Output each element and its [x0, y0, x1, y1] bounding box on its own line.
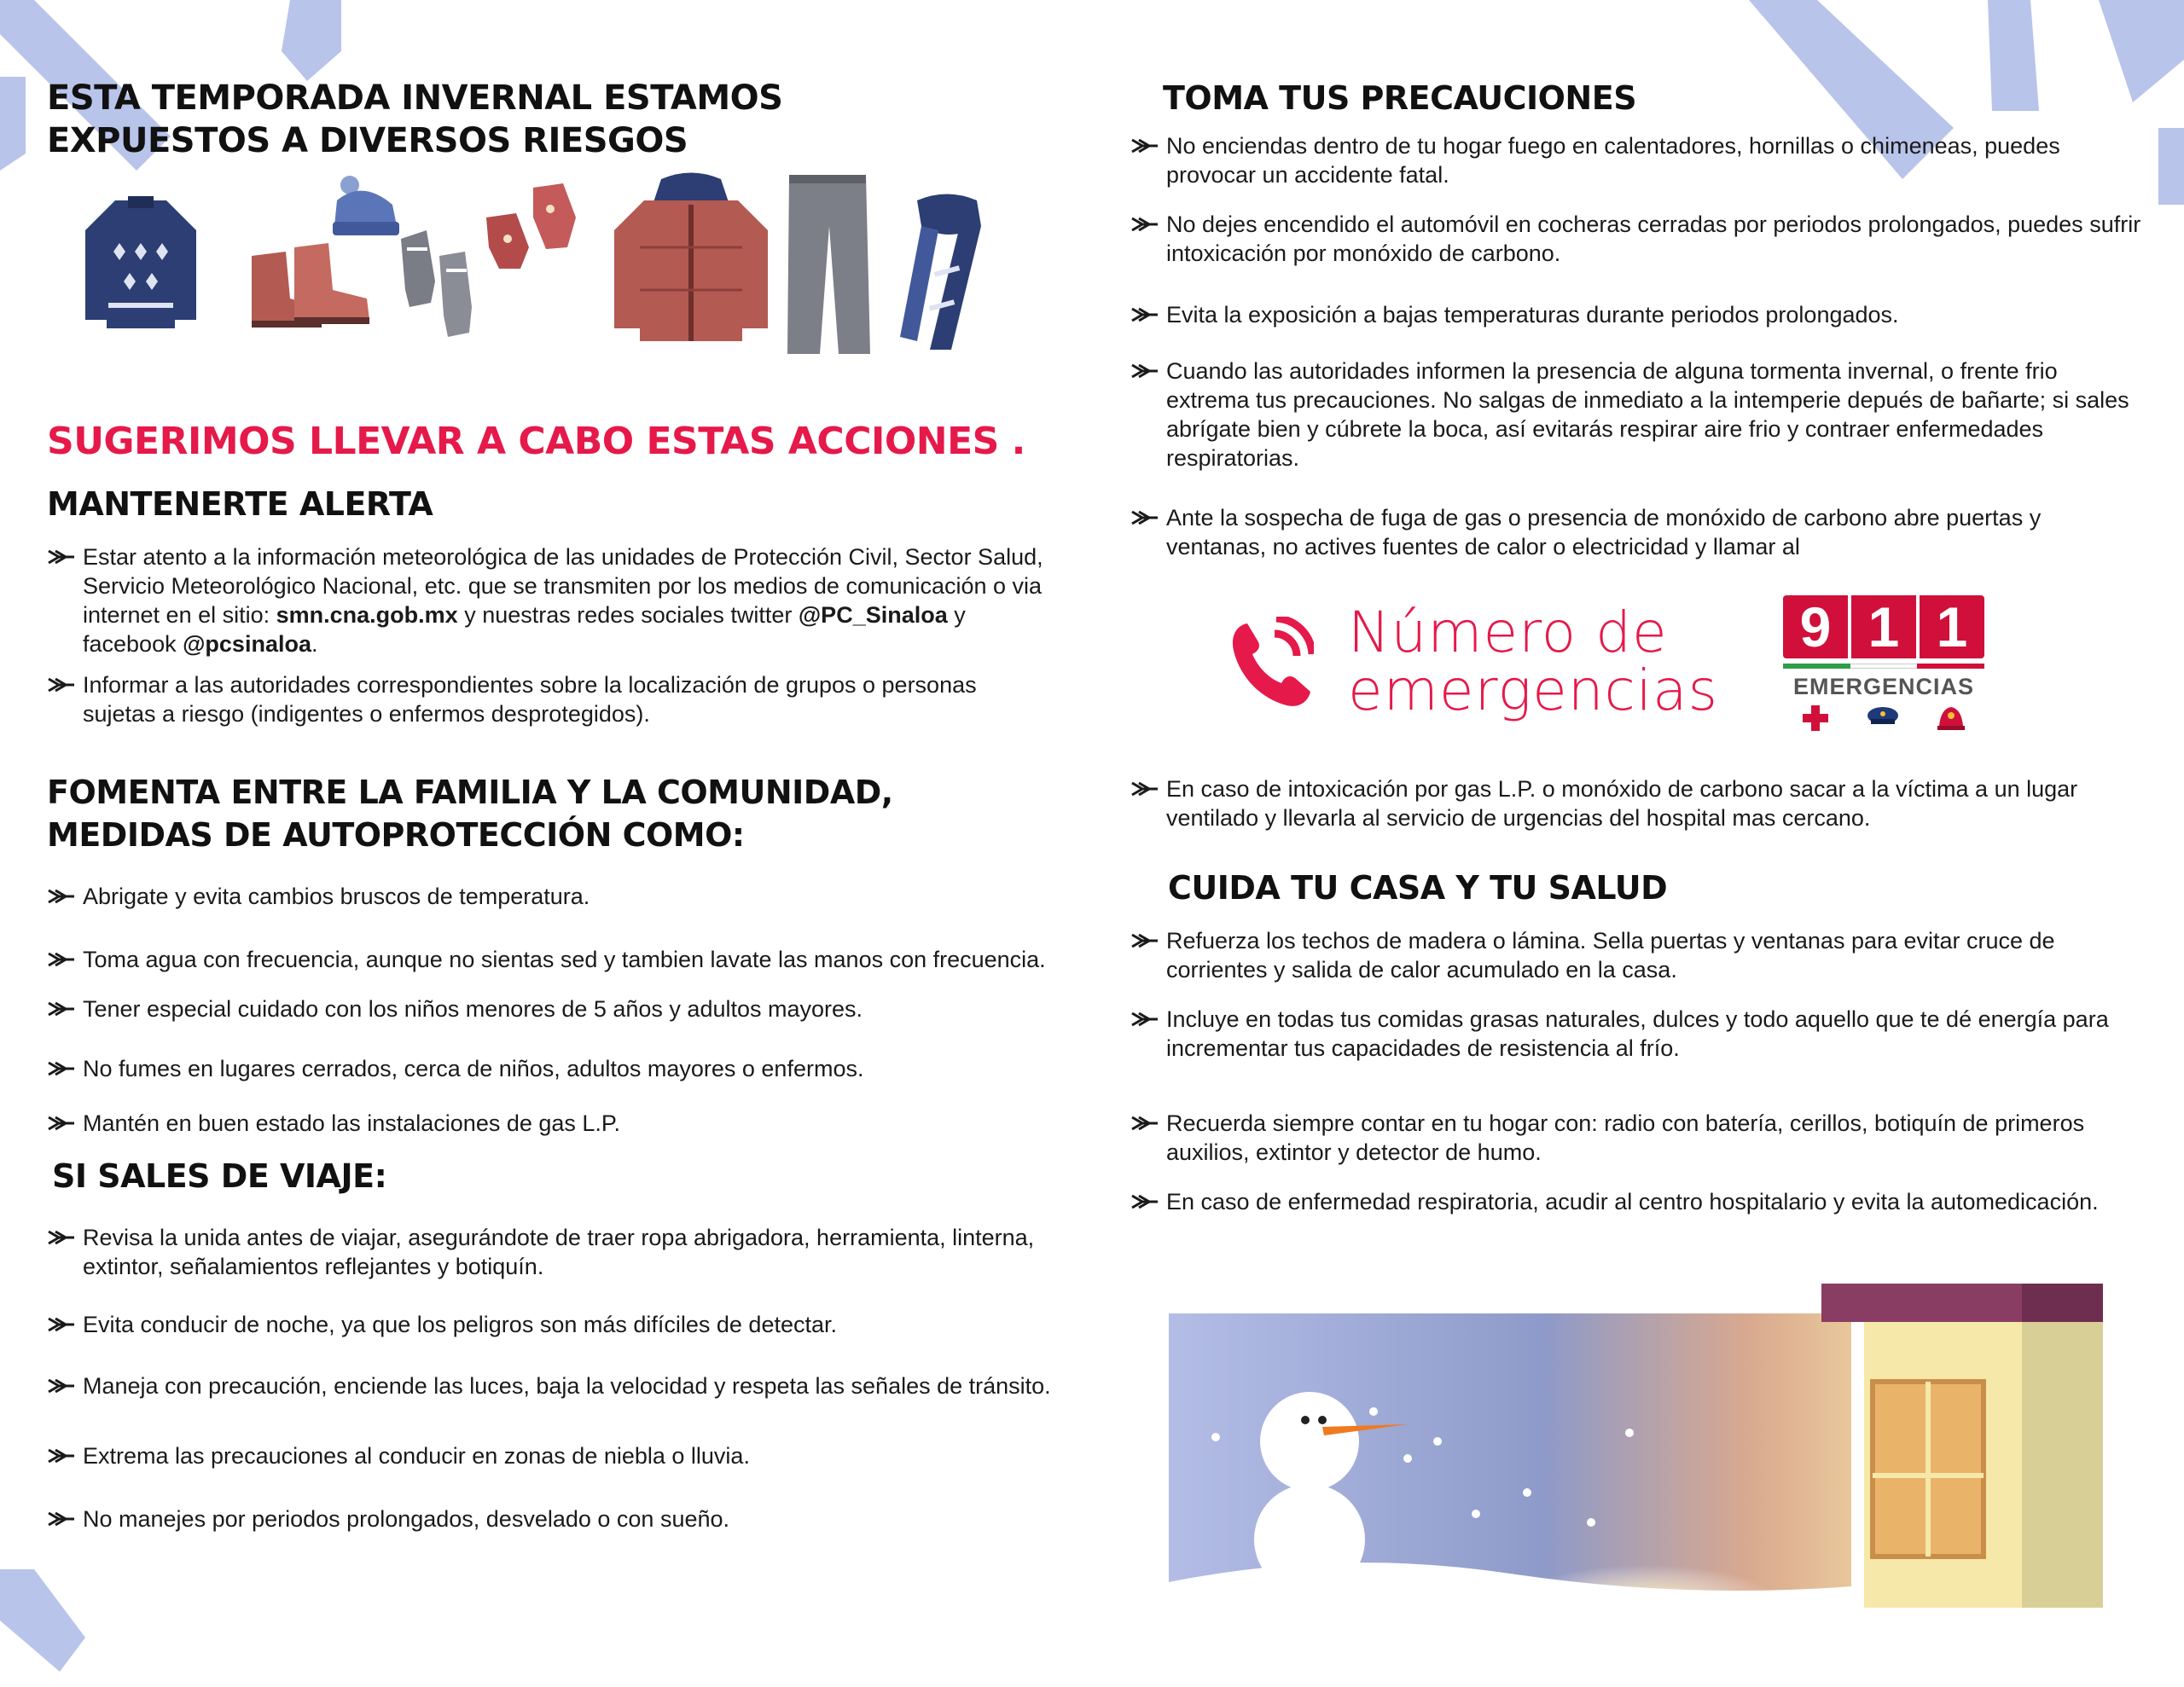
- list-item: Refuerza los techos de madera o lámina. Sella puertas y ventanas para evitar cruce de corrientes y salida de calor acumulado en la casa.: [1130, 926, 2146, 984]
- bullet-arrow-icon: [47, 1313, 76, 1336]
- digit-box: 1: [1851, 595, 1916, 658]
- bullet-arrow-icon: [47, 998, 76, 1020]
- list-item: Mantén en buen estado las instalaciones de gas L.P.: [47, 1109, 1054, 1138]
- bullet-arrow-icon: [47, 1508, 76, 1530]
- bullet-arrow-icon: [47, 674, 76, 696]
- list-item: Evita conducir de noche, ya que los peligros son más difíciles de detectar.: [47, 1310, 1054, 1339]
- list-item: No manejes por periodos prolongados, desvelado o con sueño.: [47, 1504, 1054, 1533]
- bullet-arrow-icon: [47, 1445, 76, 1467]
- list-item: Abrigate y evita cambios bruscos de temperatura.: [47, 882, 1054, 911]
- viaje-title: SI SALES DE VIAJE:: [52, 1157, 387, 1195]
- digit-box: 9: [1783, 595, 1848, 658]
- list-item: Tener especial cuidado con los niños menores de 5 años y adultos mayores.: [47, 994, 1054, 1023]
- scarf-icon: [900, 192, 994, 354]
- casa-list: [1130, 926, 2146, 1216]
- list-item: Maneja con precaución, enciende las luces, baja la velocidad y respeta las señales de tránsito.: [47, 1371, 1054, 1400]
- twitter-handle: @PC_Sinaloa: [798, 602, 948, 628]
- socks-icon: [397, 222, 482, 341]
- winter-clothes-illustration: [47, 179, 1054, 375]
- medical-cross-icon: [1801, 704, 1830, 733]
- fomenta-title: FOMENTA ENTRE LA FAMILIA Y LA COMUNIDAD, MEDIDAS DE AUTOPROTECCIÓN COMO:: [47, 774, 893, 854]
- emergency-text: Número de emergencias: [1348, 600, 1718, 723]
- snowman-body: [1254, 1484, 1365, 1595]
- fomenta-list: [47, 882, 1054, 1138]
- intro-title: ESTA TEMPORADA INVERNAL ESTAMOS EXPUESTOS A DIVERSOS RIESGOS: [47, 78, 783, 160]
- actions-callout: SUGERIMOS LLEVAR A CABO ESTAS ACCIONES .: [47, 420, 1025, 463]
- bullet-arrow-icon: [1130, 213, 1159, 235]
- list-item: Cuando las autoridades informen la presencia de alguna tormenta invernal, o frente frio extrema tus precauciones. No salgas de inmediato a la intemperie depués de bañarte; si sales abrígate bien y cúbrete la boca, así evitarás respirar aire frio y contraer enfermedades respiratorias.: [1130, 357, 2146, 472]
- snowman-head: [1260, 1392, 1359, 1491]
- bullet-arrow-icon: [47, 1375, 76, 1397]
- service-icons: [1783, 704, 1984, 733]
- bullet-arrow-icon: [47, 1058, 76, 1080]
- list-item: Evita la exposición a bajas temperaturas durante periodos prolongados.: [1130, 300, 2146, 329]
- alerta-title: MANTENERTE ALERTA: [47, 485, 433, 523]
- bullet-arrow-icon: [1130, 1008, 1159, 1030]
- list-item: No dejes encendido el automóvil en cocheras cerradas por periodos prolongados, puedes sufrir intoxicación por monóxido de carbono.: [1130, 210, 2146, 268]
- digits-911: [1783, 595, 1988, 658]
- snowflake-decoration-bottom-left: [0, 1569, 102, 1687]
- precauciones-list: [1130, 131, 2146, 561]
- list-item: Incluye en todas tus comidas grasas naturales, dulces y todo aquello que te dé energía para incrementar tus capacidades de resistencia al frío.: [1130, 1005, 2146, 1063]
- bullet-arrow-icon: [1130, 507, 1159, 529]
- logo-911: [1783, 595, 1988, 740]
- emergencias-label: EMERGENCIAS: [1792, 674, 1975, 699]
- fire-helmet-icon: [1936, 704, 1966, 733]
- list-item: Recuerda siempre contar en tu hogar con: radio con batería, cerillos, botiquín de primeros auxilios, extintor y detector de humo.: [1130, 1109, 2146, 1167]
- list-item: Toma agua con frecuencia, aunque no sientas sed y tambien lavate las manos con frecuencia.: [47, 945, 1054, 974]
- list-item: Informar a las autoridades correspondientes sobre la localización de grupos o personas sujetas a riesgo (indigentes o enfermos desprotegidos).: [47, 670, 1054, 728]
- bullet-arrow-icon: [1130, 930, 1159, 952]
- list-item: Extrema las precauciones al conducir en zonas de niebla o lluvia.: [47, 1441, 1054, 1470]
- list-item: No fumes en lugares cerrados, cerca de niños, adultos mayores o enfermos.: [47, 1054, 1054, 1083]
- beanie-icon: [324, 175, 401, 243]
- left-column: [47, 77, 1054, 1533]
- bullet-arrow-icon: [47, 948, 76, 971]
- tricolor-stripe: [1783, 664, 1984, 669]
- list-item: Estar atento a la información meteorológica de las unidades de Protección Civil, Sector Salud, Servicio Meteorológico Nacional, etc. que se transmiten por los medios de comunicación o via internet en el sitio: smn.cna.gob.mx y nuestras redes sociales twitter @PC_Sinaloa y facebook @pcsinaloa.: [47, 542, 1054, 658]
- bullet-arrow-icon: [47, 1112, 76, 1134]
- digit-box: 1: [1920, 595, 1984, 658]
- list-item: Revisa la unida antes de viajar, asegurándote de traer ropa abrigadora, herramienta, linterna, extintor, señalamientos reflejantes y botiquín.: [47, 1223, 1054, 1281]
- viaje-list: [47, 1223, 1054, 1533]
- bullet-arrow-icon: [1130, 1191, 1159, 1213]
- bullet-arrow-icon: [1130, 1112, 1159, 1134]
- bullet-arrow-icon: [1130, 135, 1159, 157]
- precauciones-title: TOMA TUS PRECAUCIONES: [1163, 79, 1637, 117]
- gloves-icon: [482, 179, 584, 273]
- bullet-arrow-icon: [1130, 778, 1159, 800]
- emergency-number-banner: [1130, 595, 2146, 766]
- list-item: No enciendas dentro de tu hogar fuego en calentadores, hornillas o chimeneas, puedes provocar un accidente fatal.: [1130, 131, 2146, 189]
- list-item: En caso de intoxicación por gas L.P. o monóxido de carbono sacar a la víctima a un lugar ventilado y llevarla al servicio de urgencias del hospital mas cercano.: [1130, 774, 2146, 832]
- smn-site-link: smn.cna.gob.mx: [276, 602, 458, 628]
- list-item: En caso de enfermedad respiratoria, acudir al centro hospitalario y evita la automedicación.: [1130, 1187, 2146, 1216]
- facebook-handle: @pcsinaloa: [183, 631, 311, 657]
- bullet-arrow-icon: [1130, 360, 1159, 382]
- pants-icon: [781, 175, 874, 358]
- bullet-arrow-icon: [47, 546, 76, 568]
- bullet-arrow-icon: [47, 1226, 76, 1249]
- right-column: [1130, 77, 2146, 1216]
- police-cap-icon: [1866, 704, 1900, 729]
- bullet-arrow-icon: [1130, 304, 1159, 326]
- jacket-icon: [610, 171, 772, 341]
- snowman-house-illustration: [1169, 1284, 2107, 1608]
- casa-title: CUIDA TU CASA Y TU SALUD: [1168, 869, 1668, 907]
- bullet-arrow-icon: [47, 885, 76, 907]
- sweater-icon: [81, 192, 200, 328]
- alerta-list: [47, 542, 1054, 728]
- phone-call-icon: [1228, 617, 1314, 710]
- list-item: Ante la sospecha de fuga de gas o presencia de monóxido de carbono abre puertas y ventanas, no actives fuentes de calor o electricidad y llamar al: [1130, 503, 2146, 561]
- boots-icon: [243, 239, 380, 333]
